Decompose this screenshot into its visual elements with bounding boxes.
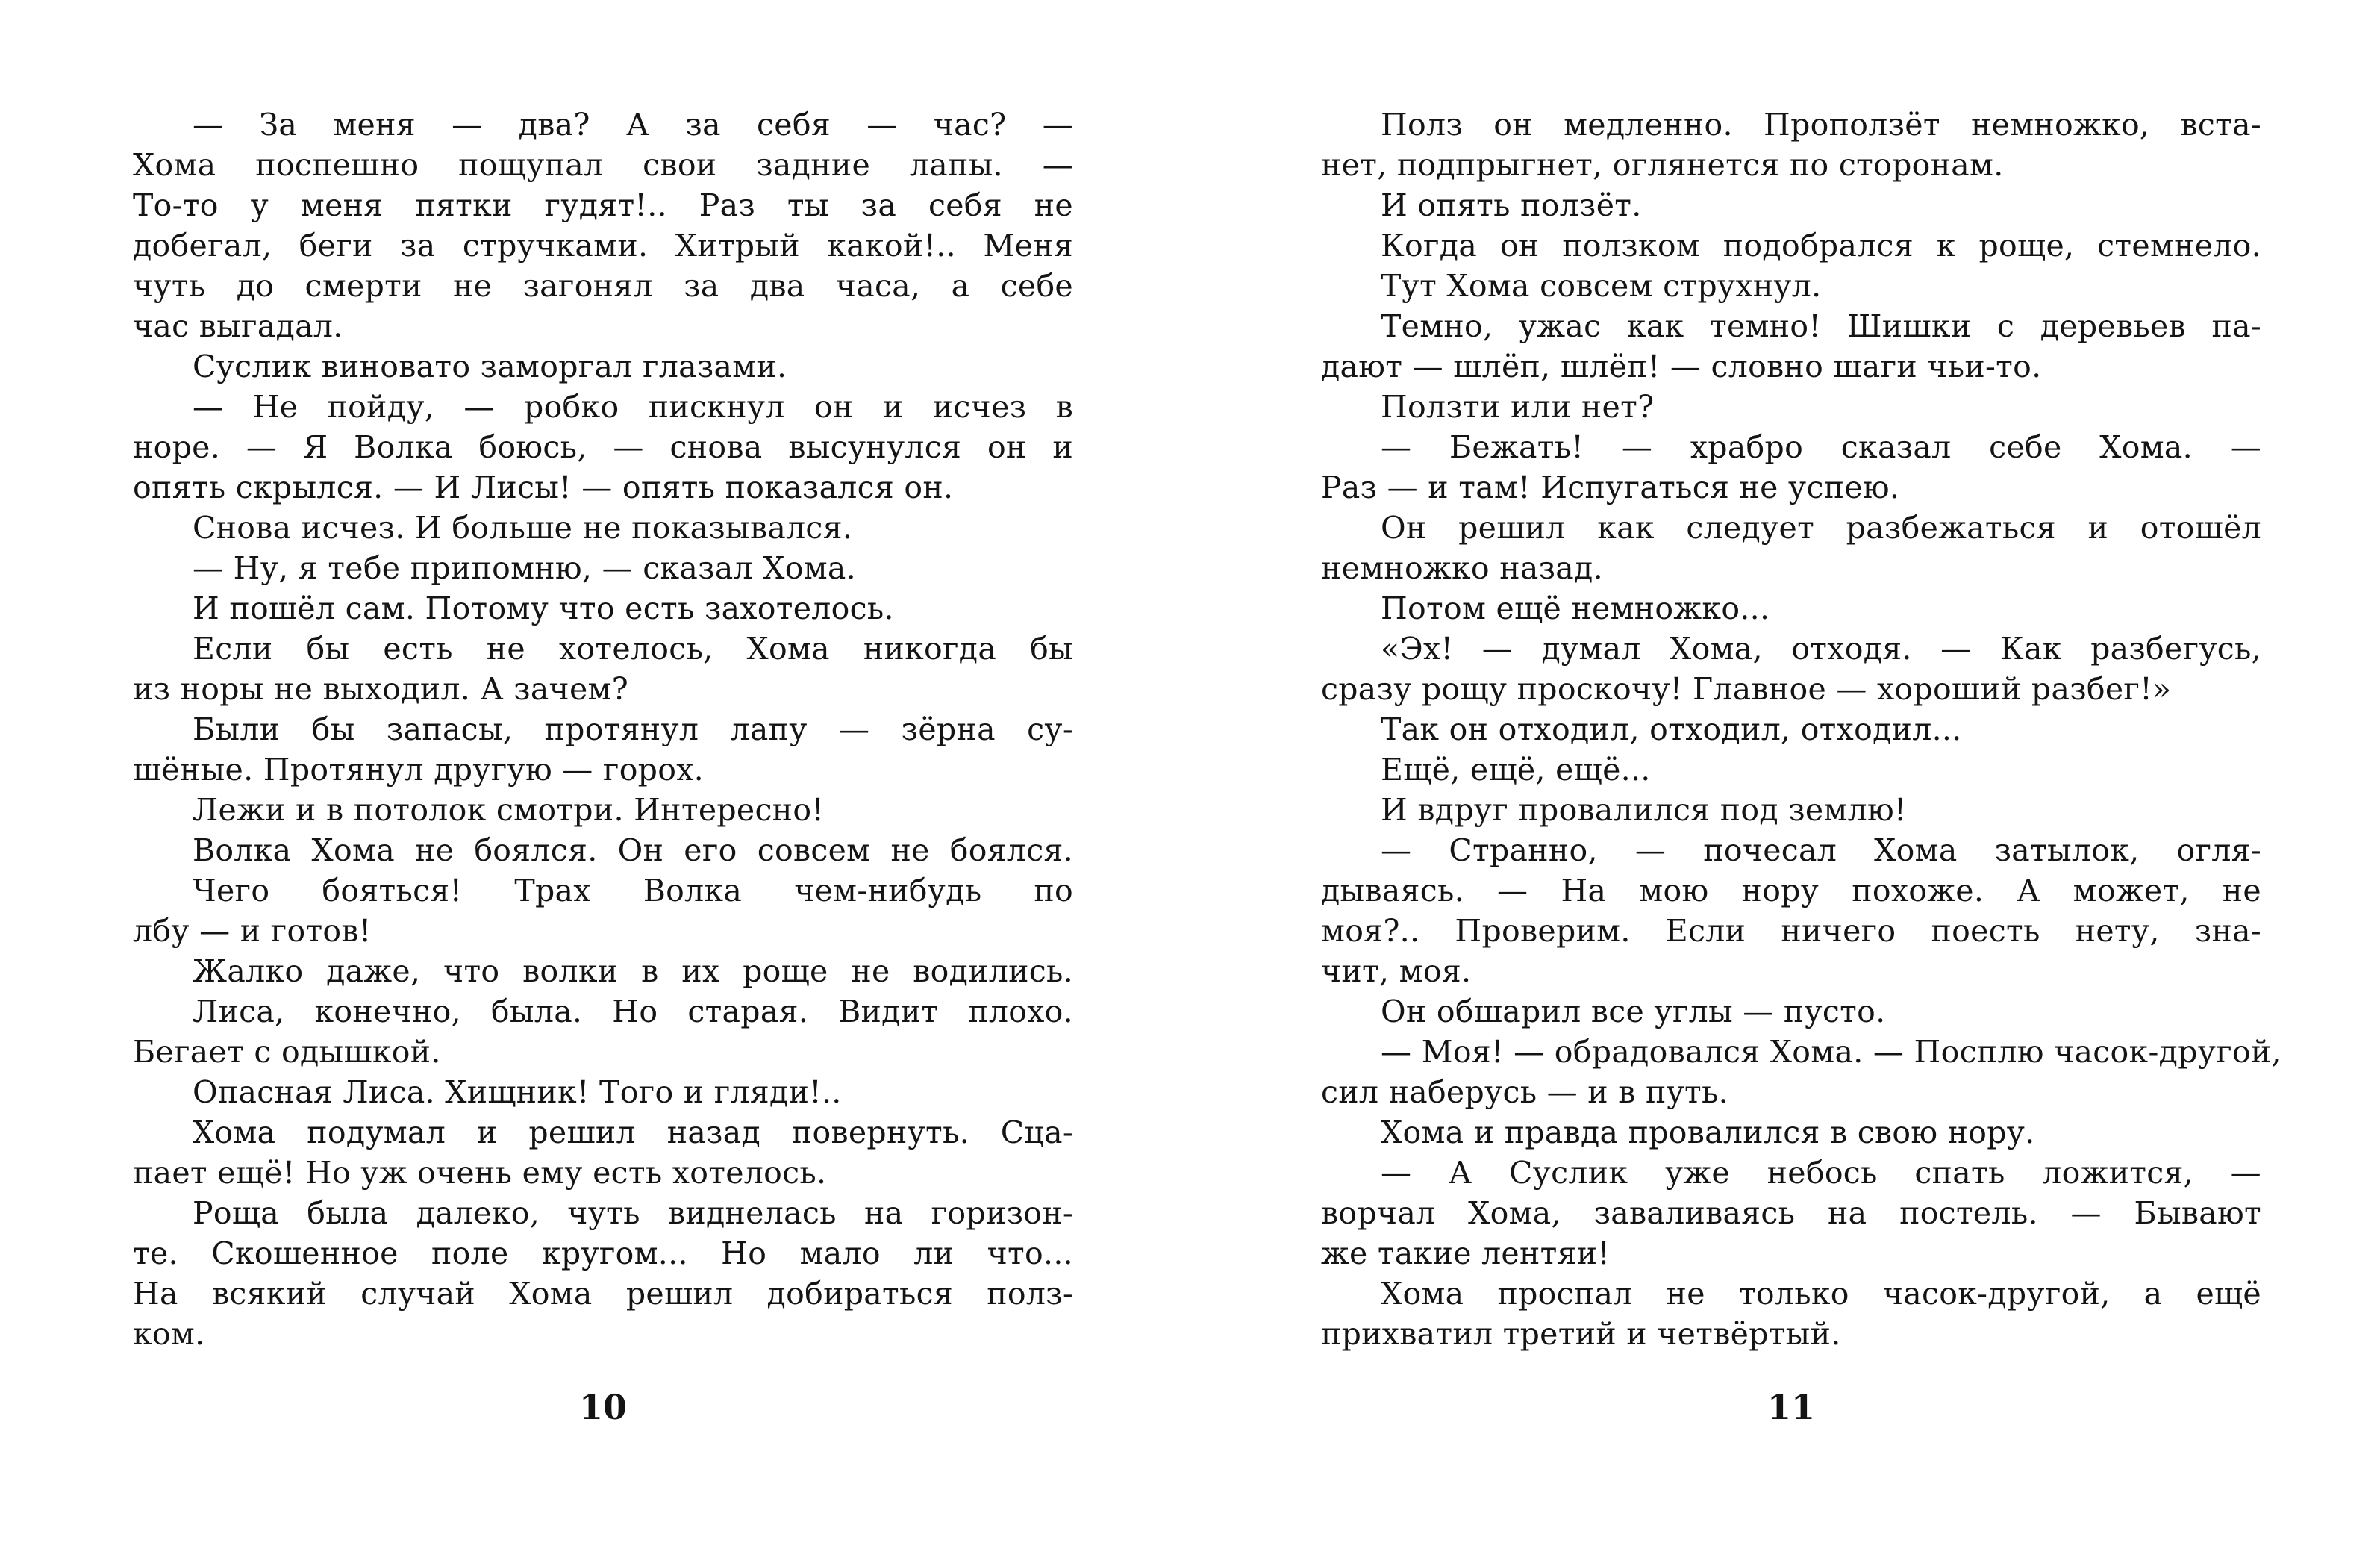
text-line: Так он отходил, отходил, отходил... [1381,711,1962,747]
text-line: прихватил третий и четвёртый. [1321,1316,1841,1352]
text-line: дываясь. — На мою нору похоже. А может, не [1321,873,2261,908]
text-line: те. Скошенное поле кругом... Но мало ли что... [133,1235,1073,1271]
text-line: Опасная Лиса. Хищник! Того и гляди!.. [193,1074,842,1110]
text-line: немножко назад. [1321,550,1603,586]
text-line: добегал, беги за стручками. Хитрый какой!.. Меня [133,228,1073,264]
text-line: ком. [133,1316,205,1352]
text-line: — За меня — два? А за себя — час? — [193,107,1073,143]
text-line: Он обшарил все углы — пусто. [1381,994,1886,1029]
text-line: сил наберусь — и в путь. [1321,1074,1728,1110]
text-line: Полз он медленно. Проползёт немножко, вста- [1381,107,2261,143]
text-line: опять скрылся. — И Лисы! — опять показался он. [133,470,954,505]
text-line: из норы не выходил. А зачем? [133,671,628,707]
text-line: Хома и правда провалился в свою нору. [1381,1115,2035,1150]
left-page-text [133,105,1073,1354]
text-line: чуть до смерти не загонял за два часа, а себе [133,268,1073,304]
text-line: нет, подпрыгнет, оглянется по сторонам. [1321,147,2004,183]
text-line: — Бежать! — храбро сказал себе Хома. — [1381,429,2261,465]
text-line: И пошёл сам. Потому что есть захотелось. [193,590,894,626]
text-line: пает ещё! Но уж очень ему есть хотелось. [133,1155,827,1191]
text-line: Темно, ужас как темно! Шишки с деревьев па- [1381,308,2261,344]
text-line: норе. — Я Волка боюсь, — снова высунулся он и [133,429,1073,465]
text-line: И опять ползёт. [1381,187,1642,223]
text-line: час выгадал. [133,308,343,344]
text-line: Он решил как следует разбежаться и отошёл [1381,510,2261,546]
text-line: Если бы есть не хотелось, Хома никогда бы [193,631,1073,667]
text-line: Бегает с одышкой. [133,1034,441,1070]
text-line: Роща была далеко, чуть виднелась на горизон- [193,1195,1073,1231]
text-line: Ползти или нет? [1381,389,1655,425]
text-line: Ещё, ещё, ещё... [1381,752,1651,788]
text-line: — Не пойду, — робко пискнул он и исчез в [193,389,1073,425]
text-line: Когда он ползком подобрался к роще, стемнело. [1381,228,2261,264]
text-line: Раз — и там! Испугаться не успею. [1321,470,1900,505]
text-line: сразу рощу проскочу! Главное — хороший разбег!» [1321,671,2172,707]
text-line: шёные. Протянул другую — горох. [133,752,704,788]
text-line: чит, моя. [1321,953,1472,989]
right-page-text [1321,105,2281,1354]
text-line: — Странно, — почесал Хома затылок, огля- [1381,832,2261,868]
text-line: Тут Хома совсем струхнул. [1381,268,1822,304]
text-line: — Ну, я тебе припомню, — сказал Хома. [193,550,856,586]
text-line: Лежи и в потолок смотри. Интересно! [193,792,825,828]
text-line: Суслик виновато заморгал глазами. [193,349,787,384]
text-line: Были бы запасы, протянул лапу — зёрна су- [193,711,1073,747]
text-line: — А Суслик уже небось спать ложится, — [1381,1155,2261,1191]
text-line: То-то у меня пятки гудят!.. Раз ты за себя не [133,187,1073,223]
text-line: Снова исчез. И больше не показывался. [193,510,853,546]
text-line: Хома подумал и решил назад повернуть. Сца- [193,1115,1073,1150]
text-line: Хома поспешно пощупал свои задние лапы. — [133,147,1073,183]
text-line: Хома проспал не только часок-другой, а ещё [1381,1276,2261,1312]
text-line: — Моя! — обрадовался Хома. — Посплю часок-другой, [1381,1034,2281,1070]
text-line: «Эх! — думал Хома, отходя. — Как разбегусь, [1381,631,2261,667]
text-line: Чего бояться! Трах Волка чем-нибудь по [193,873,1073,908]
text-line: моя?.. Проверим. Если ничего поесть нету, зна- [1321,913,2261,949]
text-line: На всякий случай Хома решил добираться полз- [133,1276,1073,1312]
page-number: 10 [578,1387,627,1427]
text-line: же такие лентяи! [1321,1235,1611,1271]
text-line: И вдруг провалился под землю! [1381,792,1907,828]
text-line: ворчал Хома, заваливаясь на постель. — Бывают [1321,1195,2261,1231]
text-line: Волка Хома не боялся. Он его совсем не боялся. [193,832,1073,868]
text-line: Жалко даже, что волки в их роще не водились. [193,953,1073,989]
text-line: Потом ещё немножко... [1381,590,1770,626]
text-line: Лиса, конечно, была. Но старая. Видит плохо. [193,994,1073,1029]
page-number: 11 [1767,1387,1815,1427]
text-line: дают — шлёп, шлёп! — словно шаги чьи-то. [1321,349,2042,384]
text-line: лбу — и готов! [133,913,372,949]
